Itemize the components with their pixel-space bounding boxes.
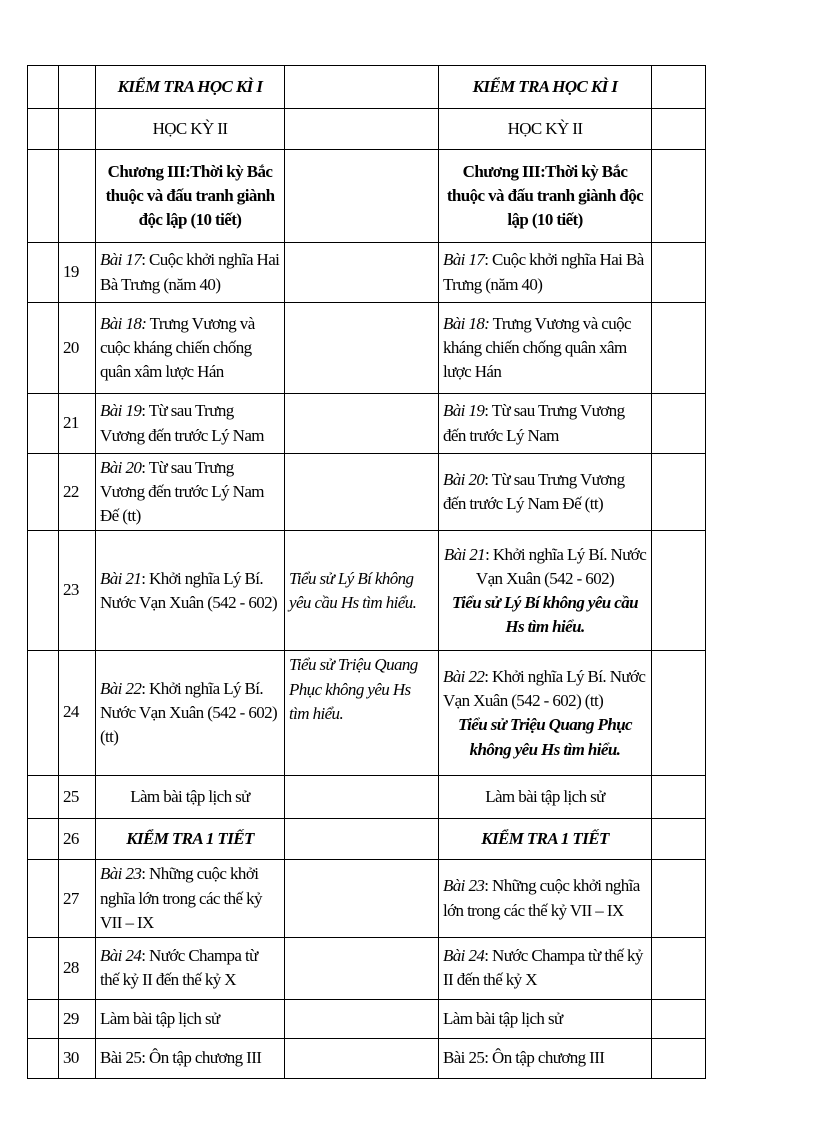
period-number xyxy=(59,66,96,109)
blank-cell xyxy=(652,531,706,651)
period-number: 27 xyxy=(59,860,96,937)
lesson-prefix: Bài 20 xyxy=(100,458,142,477)
lesson-text: : Nước Champa từ thế kỷ II đến thế kỷ X xyxy=(443,946,643,990)
table-row xyxy=(28,109,706,150)
chapter-heading-adjusted: Chương III:Thời kỳ Bắc thuộc và đấu tranh giành độc lập (10 tiết) xyxy=(439,150,652,243)
lesson-title-adjusted xyxy=(439,860,652,937)
adjustment-note: Tiểu sử Lý Bí không yêu cầu Hs tìm hiểu. xyxy=(451,592,639,636)
lesson-text: : Những cuộc khởi nghĩa lớn trong các thế kỷ VII – IX xyxy=(443,876,640,920)
table-row xyxy=(28,150,706,243)
blank-cell xyxy=(28,394,59,454)
table-row xyxy=(28,651,706,776)
lesson-title: KIỂM TRA HỌC KÌ I xyxy=(96,66,285,109)
lesson-text: : Từ sau Trưng Vương đến trước Lý Nam xyxy=(443,401,625,445)
lesson-title-adjusted xyxy=(439,651,652,776)
table-row xyxy=(28,776,706,819)
blank-cell xyxy=(28,860,59,937)
lesson-text: : Từ sau Trưng Vương đến trước Lý Nam Đế (tt) xyxy=(443,470,625,514)
table-row xyxy=(28,937,706,999)
blank-cell xyxy=(652,394,706,454)
blank-cell xyxy=(652,243,706,303)
period-number: 28 xyxy=(59,937,96,999)
note-cell xyxy=(285,394,439,454)
period-number: 23 xyxy=(59,531,96,651)
lesson-title-adjusted xyxy=(439,531,652,651)
blank-cell xyxy=(28,651,59,776)
note-cell xyxy=(285,1038,439,1078)
note-cell xyxy=(285,776,439,819)
lesson-prefix: Bài 23 xyxy=(100,864,142,884)
note-cell: Tiểu sử Lý Bí không yêu cầu Hs tìm hiểu. xyxy=(285,531,439,651)
blank-cell xyxy=(652,303,706,394)
lesson-text: : Từ sau Trưng Vương đến trước Lý Nam xyxy=(100,401,264,445)
period-number: 22 xyxy=(59,454,96,531)
table-row xyxy=(28,454,706,531)
lesson-text: : Những cuộc khởi nghĩa lớn trong các thế kỷ VII – IX xyxy=(100,864,262,932)
note-cell xyxy=(285,150,439,243)
lesson-prefix: Bài 20 xyxy=(443,470,485,490)
lesson-prefix: Bài 18: xyxy=(100,313,147,333)
blank-cell xyxy=(28,531,59,651)
note-cell xyxy=(285,819,439,860)
lesson-prefix: Bài 17 xyxy=(443,250,485,270)
blank-cell xyxy=(652,1038,706,1078)
period-number: 30 xyxy=(59,1038,96,1078)
lesson-title xyxy=(96,937,285,999)
lesson-text: : Cuộc khởi nghĩa Hai Bà Trưng (năm 40) xyxy=(100,250,280,294)
lesson-title: KIỂM TRA 1 TIẾT xyxy=(96,819,285,860)
table-row xyxy=(28,66,706,109)
lesson-title: HỌC KỲ II xyxy=(96,109,285,150)
lesson-title-adjusted: Bài 25: Ôn tập chương III xyxy=(439,1038,652,1078)
lesson-prefix: Bài 17 xyxy=(100,250,142,270)
lesson-prefix: Bài 24 xyxy=(100,946,142,966)
lesson-title xyxy=(96,243,285,303)
blank-cell xyxy=(28,303,59,394)
note-cell xyxy=(285,303,439,394)
lesson-prefix: Bài 21 xyxy=(100,568,142,588)
table-row xyxy=(28,1038,706,1078)
blank-cell xyxy=(28,66,59,109)
period-number xyxy=(59,150,96,243)
blank-cell xyxy=(28,819,59,860)
lesson-prefix: Bài 23 xyxy=(443,876,485,896)
lesson-title-adjusted: KIỂM TRA 1 TIẾT xyxy=(439,819,652,860)
lesson-plan-table xyxy=(27,65,706,1079)
lesson-prefix: Bài 18: xyxy=(443,313,490,333)
blank-cell xyxy=(652,937,706,999)
table-row xyxy=(28,243,706,303)
blank-cell xyxy=(28,454,59,531)
blank-cell xyxy=(652,651,706,776)
table-row xyxy=(28,303,706,394)
lesson-title-adjusted: Làm bài tập lịch sử xyxy=(439,776,652,819)
lesson-text: : Khởi nghĩa Lý Bí. Nước Vạn Xuân (542 - 602) (tt) xyxy=(100,679,278,747)
blank-cell xyxy=(652,819,706,860)
period-number: 29 xyxy=(59,999,96,1038)
blank-cell xyxy=(28,999,59,1038)
lesson-title xyxy=(96,454,285,531)
note-cell: Tiểu sử Triệu Quang Phục không yêu Hs tìm hiểu. xyxy=(285,651,439,776)
lesson-text: : Khởi nghĩa Lý Bí. Nước Vạn Xuân (542 - 602) xyxy=(475,544,647,588)
lesson-title-adjusted xyxy=(439,937,652,999)
period-number xyxy=(59,109,96,150)
period-number: 26 xyxy=(59,819,96,860)
note-cell xyxy=(285,999,439,1038)
lesson-text: : Cuộc khởi nghĩa Hai Bà Trưng (năm 40) xyxy=(443,250,644,294)
blank-cell xyxy=(28,937,59,999)
blank-cell xyxy=(28,109,59,150)
blank-cell xyxy=(28,776,59,819)
lesson-text: : Từ sau Trưng Vương đến trước Lý Nam Đế (tt) xyxy=(100,458,264,526)
blank-cell xyxy=(652,454,706,531)
lesson-title xyxy=(96,860,285,937)
lesson-title xyxy=(96,394,285,454)
blank-cell xyxy=(652,999,706,1038)
period-number: 25 xyxy=(59,776,96,819)
lesson-title-adjusted xyxy=(439,454,652,531)
period-number: 20 xyxy=(59,303,96,394)
lesson-title-adjusted: KIỂM TRA HỌC KÌ I xyxy=(439,66,652,109)
table-row xyxy=(28,394,706,454)
period-number: 21 xyxy=(59,394,96,454)
blank-cell xyxy=(652,776,706,819)
lesson-text: Trưng Vương và cuộc kháng chiến chống quân xâm lược Hán xyxy=(100,313,255,382)
lesson-title xyxy=(96,531,285,651)
lesson-text: : Nước Champa từ thế kỷ II đến thế kỷ X xyxy=(100,946,258,990)
lesson-prefix: Bài 24 xyxy=(443,946,485,966)
blank-cell xyxy=(652,860,706,937)
blank-cell xyxy=(652,109,706,150)
lesson-title-adjusted xyxy=(439,394,652,454)
lesson-title: Làm bài tập lịch sử xyxy=(96,776,285,819)
lesson-prefix: Bài 22 xyxy=(100,679,142,699)
adjustment-note: Tiểu sử Triệu Quang Phục không yêu Hs tìm hiểu. xyxy=(458,715,632,759)
blank-cell xyxy=(28,150,59,243)
period-number: 19 xyxy=(59,243,96,303)
lesson-title-adjusted xyxy=(439,243,652,303)
lesson-title xyxy=(96,303,285,394)
lesson-prefix: Bài 19 xyxy=(100,401,142,421)
chapter-heading: Chương III:Thời kỳ Bắc thuộc và đấu tranh giành độc lập (10 tiết) xyxy=(96,150,285,243)
lesson-title-adjusted xyxy=(439,303,652,394)
lesson-title-adjusted: Làm bài tập lịch sử xyxy=(439,999,652,1038)
table-row xyxy=(28,531,706,651)
note-cell xyxy=(285,937,439,999)
table-row xyxy=(28,819,706,860)
note-cell xyxy=(285,454,439,531)
table-row xyxy=(28,999,706,1038)
blank-cell xyxy=(652,150,706,243)
lesson-prefix: Bài 22 xyxy=(443,667,485,687)
note-cell xyxy=(285,860,439,937)
note-cell xyxy=(285,66,439,109)
table-row xyxy=(28,860,706,937)
lesson-title xyxy=(96,651,285,776)
lesson-text: : Khởi nghĩa Lý Bí. Nước Vạn Xuân (542 - 602) (tt) xyxy=(443,667,646,711)
blank-cell xyxy=(28,243,59,303)
period-number: 24 xyxy=(59,651,96,776)
blank-cell xyxy=(652,66,706,109)
lesson-text: Trưng Vương và cuộc kháng chiến chống quân xâm lược Hán xyxy=(443,313,631,382)
lesson-text: : Khởi nghĩa Lý Bí. Nước Vạn Xuân (542 - 602) xyxy=(100,568,278,612)
lesson-title-adjusted: HỌC KỲ II xyxy=(439,109,652,150)
lesson-title: Bài 25: Ôn tập chương III xyxy=(96,1038,285,1078)
lesson-title: Làm bài tập lịch sử xyxy=(96,999,285,1038)
blank-cell xyxy=(28,1038,59,1078)
note-cell xyxy=(285,109,439,150)
lesson-prefix: Bài 19 xyxy=(443,401,485,421)
note-cell xyxy=(285,243,439,303)
lesson-prefix: Bài 21 xyxy=(443,544,486,564)
